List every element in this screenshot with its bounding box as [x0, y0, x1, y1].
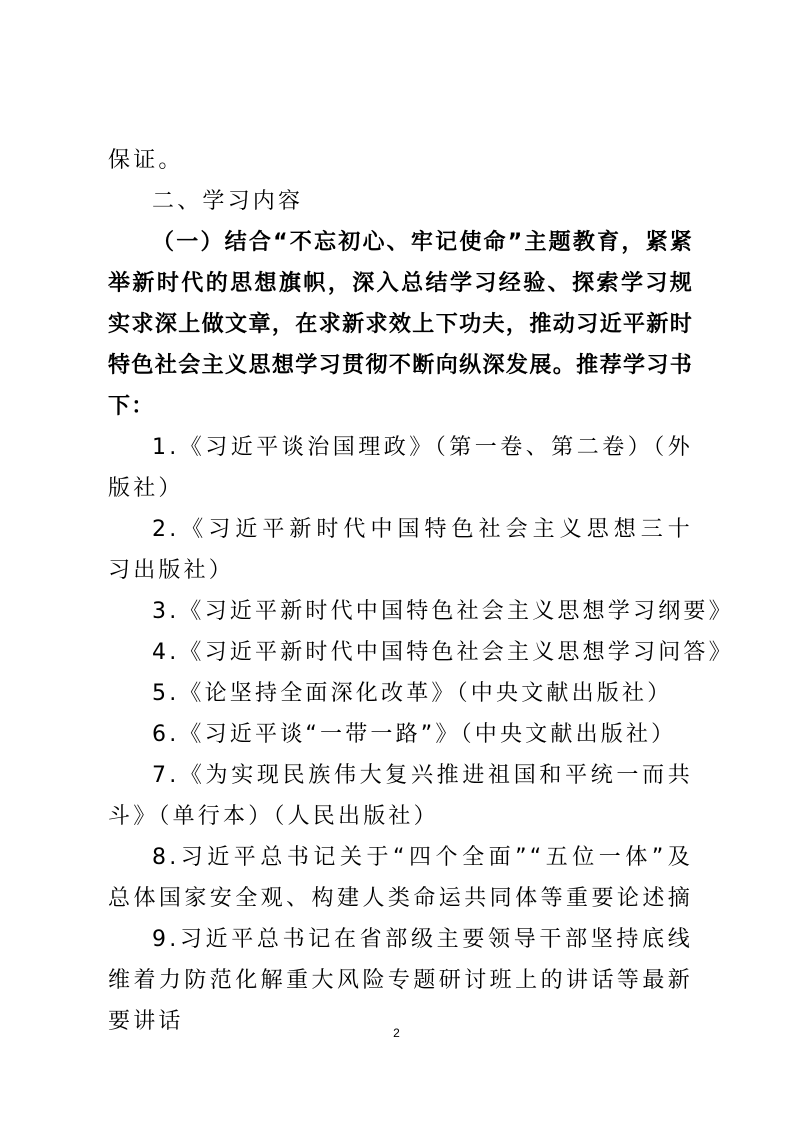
- paragraph-line: 举新时代的思想旗帜，深入总结学习经验、探索学习规: [108, 271, 693, 296]
- book-list-item-continuation: 维着力防范化解重大风险专题研讨班上的讲话等最新: [108, 968, 693, 993]
- book-list-item: 8.习近平总书记关于“四个全面”“五位一体”及: [152, 845, 693, 870]
- book-list-item: 5.《论坚持全面深化改革》（中央文献出版社）: [152, 681, 673, 706]
- paragraph-line: （一）结合“不忘初心、牢记使命”主题教育，紧紧: [152, 230, 693, 255]
- paragraph-line: 特色社会主义思想学习贯彻不断向纵深发展。推荐学习书: [108, 353, 693, 378]
- book-list-item-continuation: 版社）: [108, 476, 184, 501]
- section-heading: 二、学习内容: [152, 189, 304, 214]
- page-number: 2: [393, 1026, 400, 1040]
- book-list-item: 4.《习近平新时代中国特色社会主义思想学习问答》: [152, 640, 734, 665]
- book-list-item: 3.《习近平新时代中国特色社会主义思想学习纲要》: [152, 599, 734, 624]
- book-list-item-continuation: 习出版社）: [108, 558, 235, 583]
- book-list-item-continuation: 总体国家安全观、构建人类命运共同体等重要论述摘: [108, 886, 693, 911]
- book-list-item: 6.《习近平谈“一带一路”》（中央文献出版社）: [152, 722, 677, 747]
- book-list-item: 7.《为实现民族伟大复兴推进祖国和平统一而共: [152, 763, 693, 788]
- book-list-item-continuation: 要讲话: [108, 1009, 184, 1034]
- paragraph-line: 下：: [108, 394, 155, 419]
- book-list-item: 2.《习近平新时代中国特色社会主义思想三十: [152, 517, 693, 542]
- text-line-continuation: 保证。: [108, 148, 184, 173]
- book-list-item: 1.《习近平谈治国理政》（第一卷、第二卷）（外: [152, 435, 693, 460]
- paragraph-line: 实求深上做文章，在求新求效上下功夫，推动习近平新时: [108, 312, 693, 337]
- book-list-item-continuation: 斗》（单行本）（人民出版社）: [108, 804, 439, 829]
- book-list-item: 9.习近平总书记在省部级主要领导干部坚持底线: [152, 927, 693, 952]
